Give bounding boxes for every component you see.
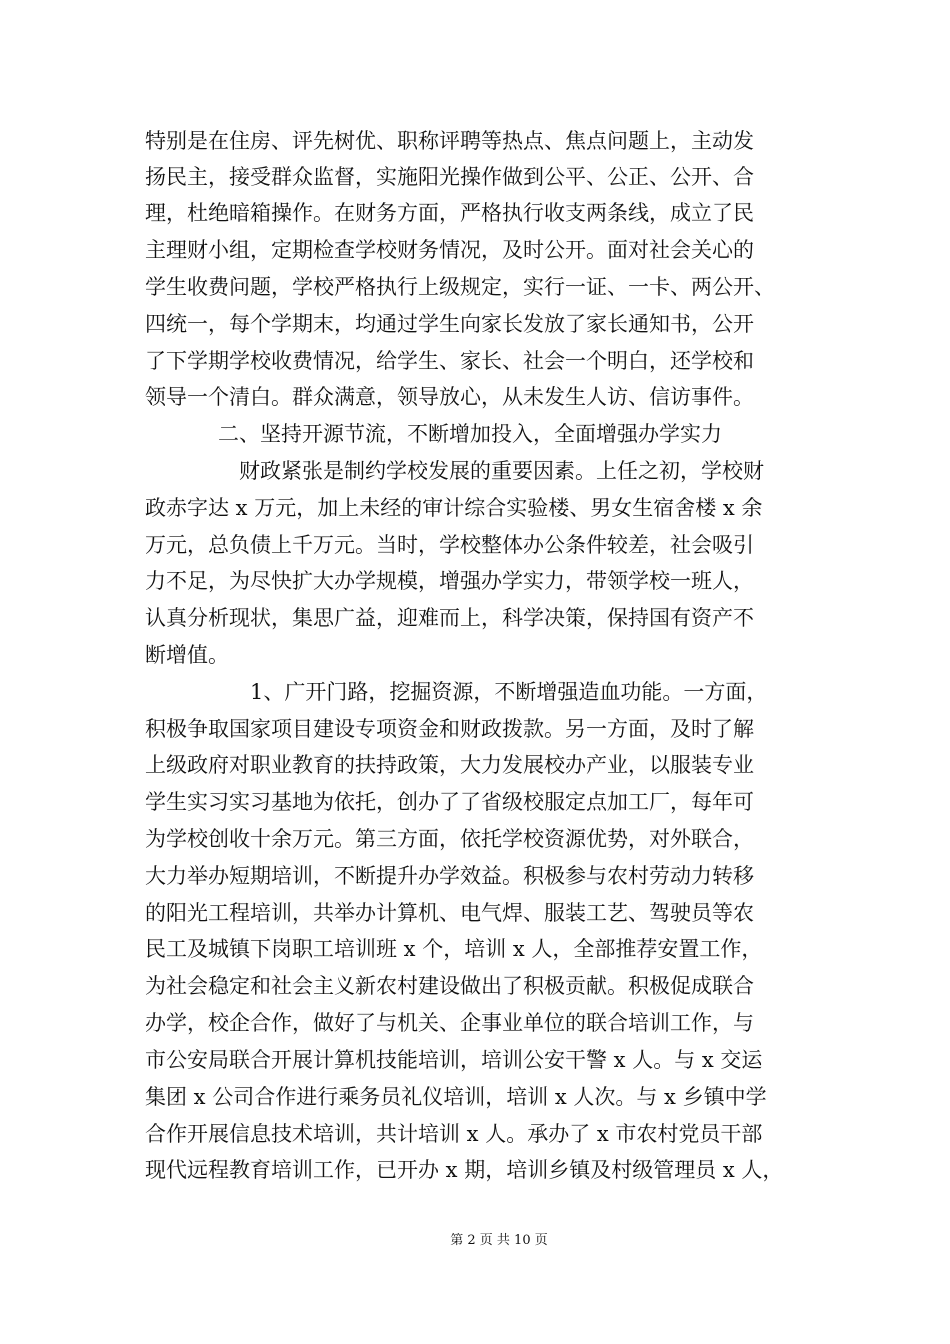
text-line: 集团 x 公司合作进行乘务员礼仪培训，培训 x 人次。与 x 乡镇中学 (145, 1085, 767, 1109)
text-line: 认真分析现状，集思广益，迎难而上，科学决策，保持国有资产不 (145, 606, 754, 630)
text-line: 为学校创收十余万元。第三方面，依托学校资源优势，对外联合， (145, 827, 754, 851)
text-line: 主理财小组，定期检查学校财务情况，及时公开。面对社会关心的 (145, 238, 754, 262)
section-heading: 二、坚持开源节流，不断增加投入，全面增强办学实力 (218, 422, 722, 446)
text-line: 积极争取国家项目建设专项资金和财政拨款。另一方面，及时了解 (145, 717, 754, 741)
text-line: 理，杜绝暗箱操作。在财务方面，严格执行收支两条线，成立了民 (145, 201, 754, 225)
text-line: 办学，校企合作，做好了与机关、企事业单位的联合培训工作，与 (145, 1011, 754, 1035)
text-line: 市公安局联合开展计算机技能培训，培训公安干警 x 人。与 x 交运 (145, 1048, 763, 1072)
page-number-footer: 第 2 页 共 10 页 (450, 1233, 548, 1248)
text-line: 大力举办短期培训，不断提升办学效益。积极参与农村劳动力转移 (145, 864, 754, 888)
text-line: 现代远程教育培训工作，已开办 x 期，培训乡镇及村级管理员 x 人， (145, 1158, 784, 1182)
text-line: 学生实习实习基地为依托，创办了了省级校服定点加工厂，每年可 (145, 790, 754, 814)
text-line: 力不足，为尽快扩大办学规模，增强办学实力，带领学校一班人， (145, 569, 754, 593)
text-line: 的阳光工程培训，共举办计算机、电气焊、服装工艺、驾驶员等农 (145, 901, 754, 925)
text-line: 财政紧张是制约学校发展的重要因素。上任之初，学校财 (239, 459, 764, 483)
text-line: 为社会稳定和社会主义新农村建设做出了积极贡献。积极促成联合 (145, 974, 754, 998)
text-line: 扬民主，接受群众监督，实施阳光操作做到公平、公正、公开、合 (145, 165, 754, 189)
text-line: 政赤字达 x 万元，加上未经的审计综合实验楼、男女生宿舍楼 x 余 (145, 496, 763, 520)
subsection-heading: 1、广开门路，挖掘资源，不断增强造血功能。一方面， (250, 680, 768, 704)
text-line: 领导一个清白。群众满意，领导放心，从未发生人访、信访事件。 (145, 385, 754, 409)
text-line: 上级政府对职业教育的扶持政策，大力发展校办产业，以服装专业 (145, 753, 754, 777)
text-line: 了下学期学校收费情况，给学生、家长、社会一个明白，还学校和 (145, 349, 754, 373)
text-line: 特别是在住房、评先树优、职称评聘等热点、焦点问题上，主动发 (145, 129, 754, 153)
text-line: 学生收费问题，学校严格执行上级规定，实行一证、一卡、两公开、 (145, 275, 775, 299)
text-line: 万元，总负债上千万元。当时，学校整体办公条件较差，社会吸引 (145, 533, 754, 557)
text-line: 合作开展信息技术培训，共计培训 x 人。承办了 x 市农村党员干部 (145, 1122, 763, 1146)
text-line: 民工及城镇下岗职工培训班 x 个，培训 x 人，全部推荐安置工作， (145, 937, 763, 961)
text-line: 四统一，每个学期末，均通过学生向家长发放了家长通知书，公开 (145, 312, 754, 336)
text-line: 断增值。 (145, 643, 229, 667)
